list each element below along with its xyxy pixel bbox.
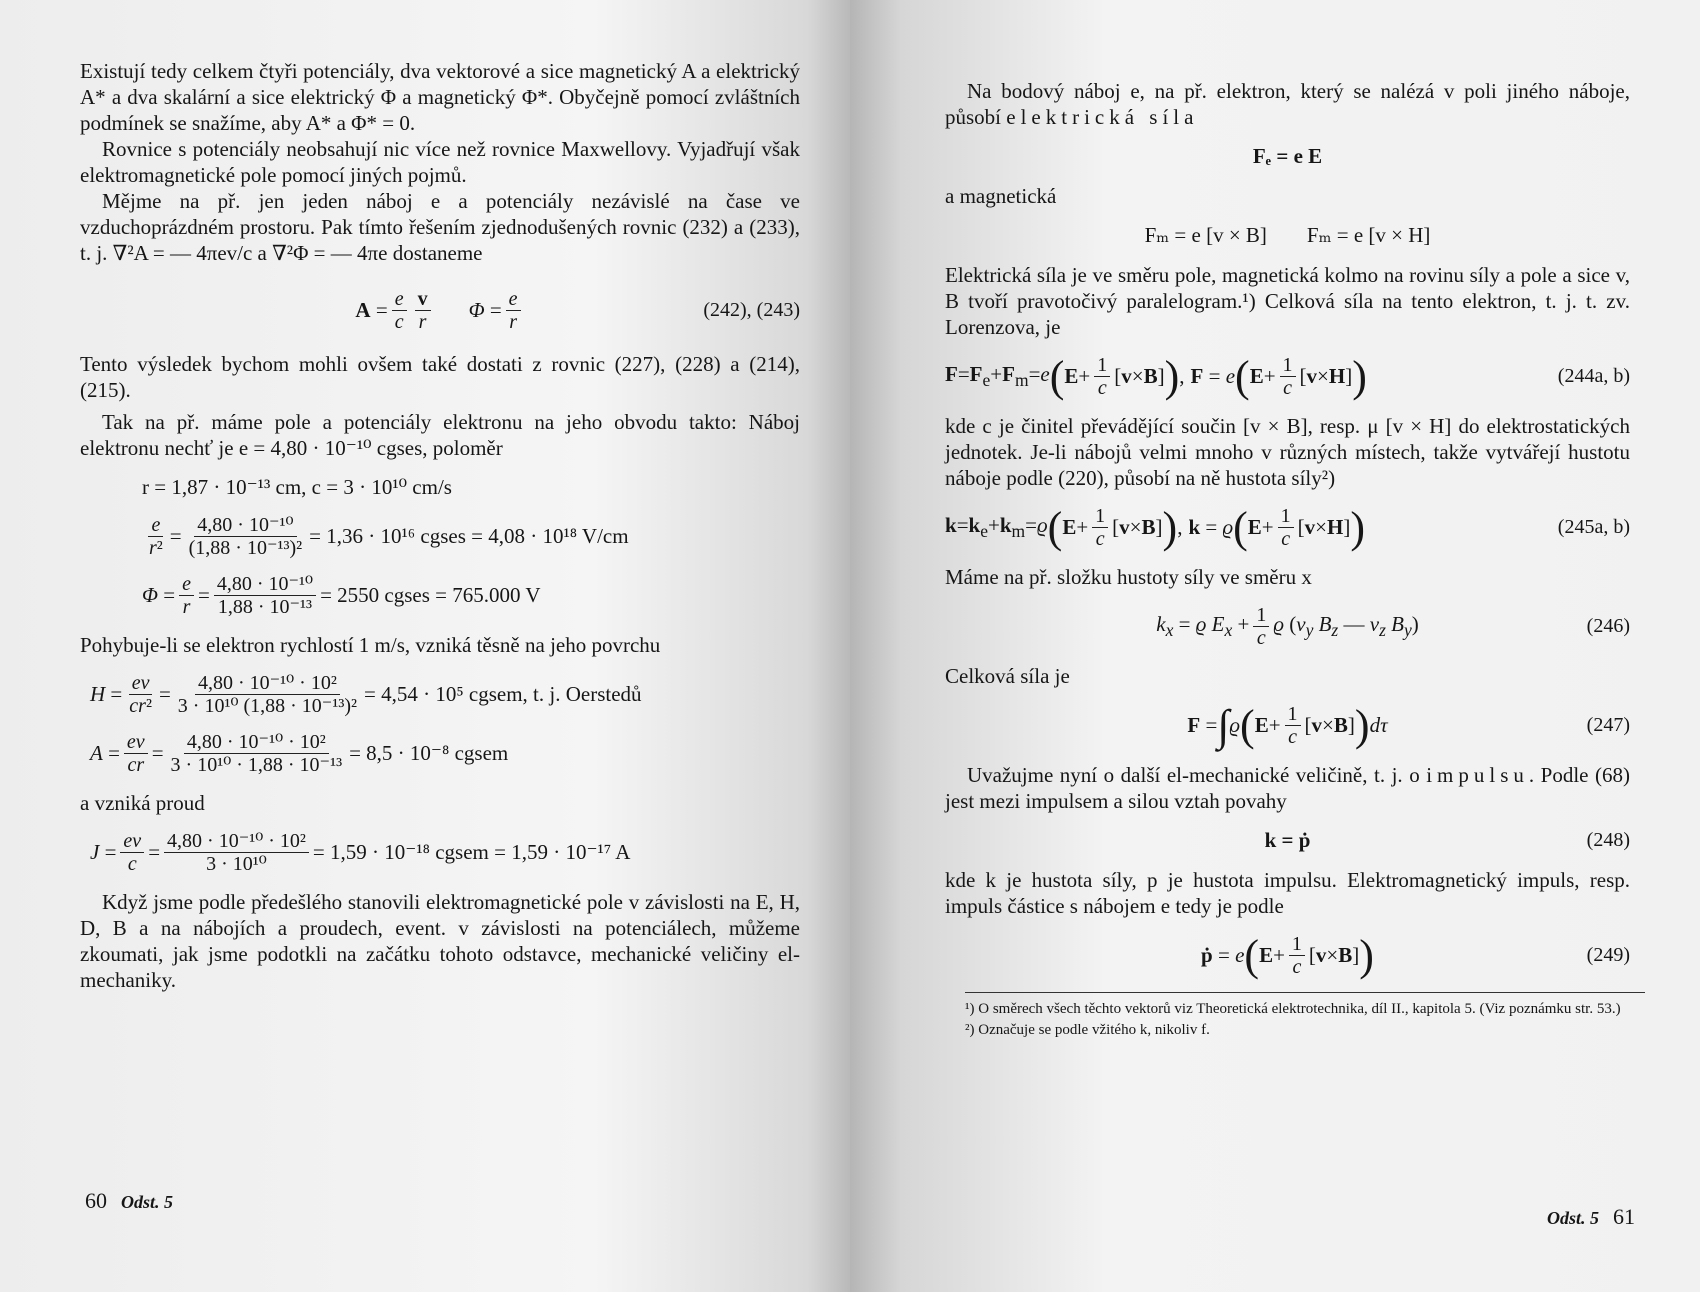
paragraph-lorentz: Elektrická síla je ve směru pole, magnetická kolmo na rovinu síly a pole a sice v, B tvoří pravotočivý paralelogram.¹) Celková síla na tento elektron, t. j. t. zv. Lorenzova, je [945,263,1630,339]
paragraph-em-impulse: kde k je hustota síly, p je hustota impulsu. Elektromagnetický impuls, resp. impuls částice s nábojem e tedy je podle [945,868,1630,918]
equation-number: (242), (243) [703,299,800,321]
paragraph-result: Tento výsledek bychom mohli ovšem také dostati z rovnic (227), (228) a (214), (215). [80,352,800,402]
frac-num: 4,80 · 10⁻¹⁰ [214,573,316,596]
frac-num: 4,80 · 10⁻¹⁰ · 10² [195,672,340,695]
text-run: Na bodový náboj e, na př. elektron, který se nalézá v poli jiného náboje, působí [945,79,1630,129]
footnote-1: ¹) O směrech všech těchto vektorů viz Theoretická elektrotechnika, díl II., kapitola 5. (Viz poznámku str. 53.) [965,1001,1621,1017]
paragraph-current: a vzniká proud [80,791,205,815]
paragraph-motion: Pohybuje-li se elektron rychlostí 1 m/s, vzniká těsně na jeho povrchu [80,633,661,657]
spaced-term: impulsu [1426,763,1529,787]
paragraph-maxwell: Rovnice s potenciály neobsahují nic více než rovnice Maxwellovy. Vyjadřují však elektromagnetické pole pomocí jiných pojmů. [80,137,800,187]
frac-num: 4,80 · 10⁻¹⁰ · 10² [184,731,329,754]
paragraph-impulse [945,762,1630,814]
frac-den: 3 · 10¹⁰ · 1,88 · 10⁻¹³ [170,754,343,776]
equation-number: (245a, b) [1557,516,1630,538]
page-number: 60 [85,1188,107,1213]
paragraph-component: Máme na př. složku hustoty síly ve směru x [945,565,1312,589]
equation-248 [945,828,1630,853]
equation-245: $k=k_e+k_m=ϱ$ ( E + $\frac{1}{c}$ [ v × B ] ) , k = ϱ ( E + $\frac{1}{c}$ [ v × H ] ) (245a, b) [945,502,1630,552]
equation-result: = 2550 cgses = 765.000 V [320,583,541,607]
frac-num: 4,80 · 10⁻¹⁰ · 10² [164,830,309,853]
page-number: 61 [1613,1204,1635,1229]
section-label: Odst. 5 [121,1192,174,1212]
frac-den: 1,88 · 10⁻¹³ [217,596,313,618]
right-page [850,0,1700,1292]
paragraph-single-charge: Mějme na př. jen jeden náboj e a potenciály nezávislé na čase ve vzduchoprázdném prostoru. Pak tímto řešením zjednodušených rovnic (232) a (233), t. j. ∇²A = — 4πev/c a ∇²Φ = — 4πe dostaneme [80,189,800,265]
equation-result: = 1,36 · 10¹⁶ cgses = 4,08 · 10¹⁸ V/cm [309,524,629,548]
frac-num: 4,80 · 10⁻¹⁰ [194,514,296,537]
equation-244: $F=F_e+F_m=e$ ( E + $\frac{1}{c}$ [ v × B ] ) , F = e ( E + $\frac{1}{c}$ [ v × H ] ) (244a, b) [945,351,1630,401]
equation-radius-text: r = 1,87 · 10⁻¹³ cm, c = 3 · 10¹⁰ cm/s [142,475,452,499]
frac-den: 3 · 10¹⁰ (1,88 · 10⁻¹³)² [177,695,357,717]
frac-den: (1,88 · 10⁻¹³)² [188,537,303,559]
footnote-2: ²) Označuje se podle vžitého k, nikoliv f. [965,1022,1210,1038]
paragraph-point-charge [945,78,1630,130]
frac-den: 3 · 10¹⁰ [206,853,267,875]
paragraph-total: Celková síla je [945,664,1070,688]
equation-242-243: A = $\frac{e}{c}$ $\frac{v}{r}$ Φ = $\frac{e}{r}$ (242), (243) [355,288,800,333]
equation-result: = 8,5 · 10⁻⁸ cgsem [349,741,509,765]
text-run: . Podle (68) jest mezi impulsem a silou vztah povahy [945,763,1630,813]
equation-result: = 1,59 · 10⁻¹⁸ cgsem = 1,59 · 10⁻¹⁷ A [312,840,631,864]
footnote-rule [965,992,1645,993]
paragraph-potentials: Existují tedy celkem čtyři potenciály, dva vektorové a sice magnetický A a elektrický A* a dva skalární a sice elektrický Φ a magnetický Φ*. Obyčejně pomocí zvláštních podmínek se snažíme, aby A* a Φ* = 0. [80,59,800,135]
equation-field-e: $\frac{e}{\text{r²}}$ = $\frac{\text{4,80 · 10⁻¹⁰}}{\text{(1,88 · 10⁻¹³)²}}$ = 1,36 · 10¹⁶ cgses = 4,08 · 10¹⁸ V/cm [149,514,629,559]
equation-a: A = $\frac{ev}{cr}$ = $\frac{\text{4,80 · 10⁻¹⁰ · 10²}}{\text{3 · 10¹⁰ · 1,88 · 10⁻¹³}}$ = 8,5 · 10⁻⁸ cgsem [90,731,509,776]
paragraph-electron: Tak na př. máme pole a potenciály elektronu na jeho obvodu takto: Náboj elektronu nechť je e = 4,80 · 10⁻¹⁰ cgses, poloměr [80,410,800,460]
equation-246: $k_x = ϱ$ $E_x$ + $\frac{1}{c}$ ϱ ($v_y$ $B_z$ — $v_z$ $B_y$) (246) [1156,604,1630,649]
equation-number: (249) [1586,944,1630,966]
equation-number: (247) [1586,714,1630,736]
equation-number: (244a, b) [1557,365,1630,387]
equation-radius [80,475,800,500]
left-page-footer [85,1188,173,1214]
equation-number: (248) [1586,829,1630,851]
equation-j: J = $\frac{ev}{c}$ = $\frac{\text{4,80 · 10⁻¹⁰ · 10²}}{\text{3 · 10¹⁰}}$ = 1,59 · 10⁻¹⁸ cgsem = 1,59 · 10⁻¹⁷ A [90,830,631,875]
paragraph-density: kde c je činitel převádějící součin [v × B], resp. μ [v × H] do elektrostatických jednotek. Je-li nábojů velmi mnoho v různých místech, takže vytvářejí hustotu náboje podle (220), působí na ně hustota síly²) [945,414,1630,490]
equation-249: ṗ = e ( E + $\frac{1}{c}$ [ v × B ] ) (249) [1201,930,1630,980]
right-page-footer [1547,1204,1635,1230]
spaced-term: elektrická síla [1006,105,1199,129]
equation-kp-text: k = ṗ [1264,828,1311,852]
equation-phi: Φ = $\frac{e}{r}$ = $\frac{\text{4,80 · 10⁻¹⁰}}{\text{1,88 · 10⁻¹³}}$ = 2550 cgses = 765.000 V [142,573,541,618]
equation-fm-h: Fₘ = e [v × H] [1306,223,1431,247]
equation-fm-b: Fₘ = e [v × B] [1144,223,1267,247]
equation-result: = 4,54 · 10⁵ cgsem, t. j. Oerstedů [363,682,642,706]
equation-fe-text: Fₑ = e E [1252,144,1323,168]
section-label: Odst. 5 [1546,1208,1599,1228]
equation-number: (246) [1586,615,1630,637]
equation-247: F = ∫ ϱ ( E + $\frac{1}{c}$ [ v × B ] ) dτ (247) [1187,700,1630,750]
equation-h: H = $\frac{ev}{\text{cr²}}$ = $\frac{\text{4,80 · 10⁻¹⁰ · 10²}}{\text{3 · 10¹⁰ (1,88 · 10⁻¹³)²}}$ = 4,54 · 10⁵ cgsem, t. j. Oerstedů [90,672,642,717]
equation-fe [945,144,1630,169]
text-run: Uvažujme nyní o další el-mechanické veličině, t. j. o [967,763,1427,787]
paragraph-mechanics: Když jsme podle předešlého stanovili elektromagnetické pole v závislosti na E, H, D, B a na nábojích a proudech, event. v závislosti na potenciálech, můžeme zkoumati, jak jsme podotkli na začátku tohoto odstavce, mechanické veličiny el-mechaniky. [80,890,800,992]
paragraph-magnetic: a magnetická [945,184,1057,208]
equation-fm [945,223,1630,248]
